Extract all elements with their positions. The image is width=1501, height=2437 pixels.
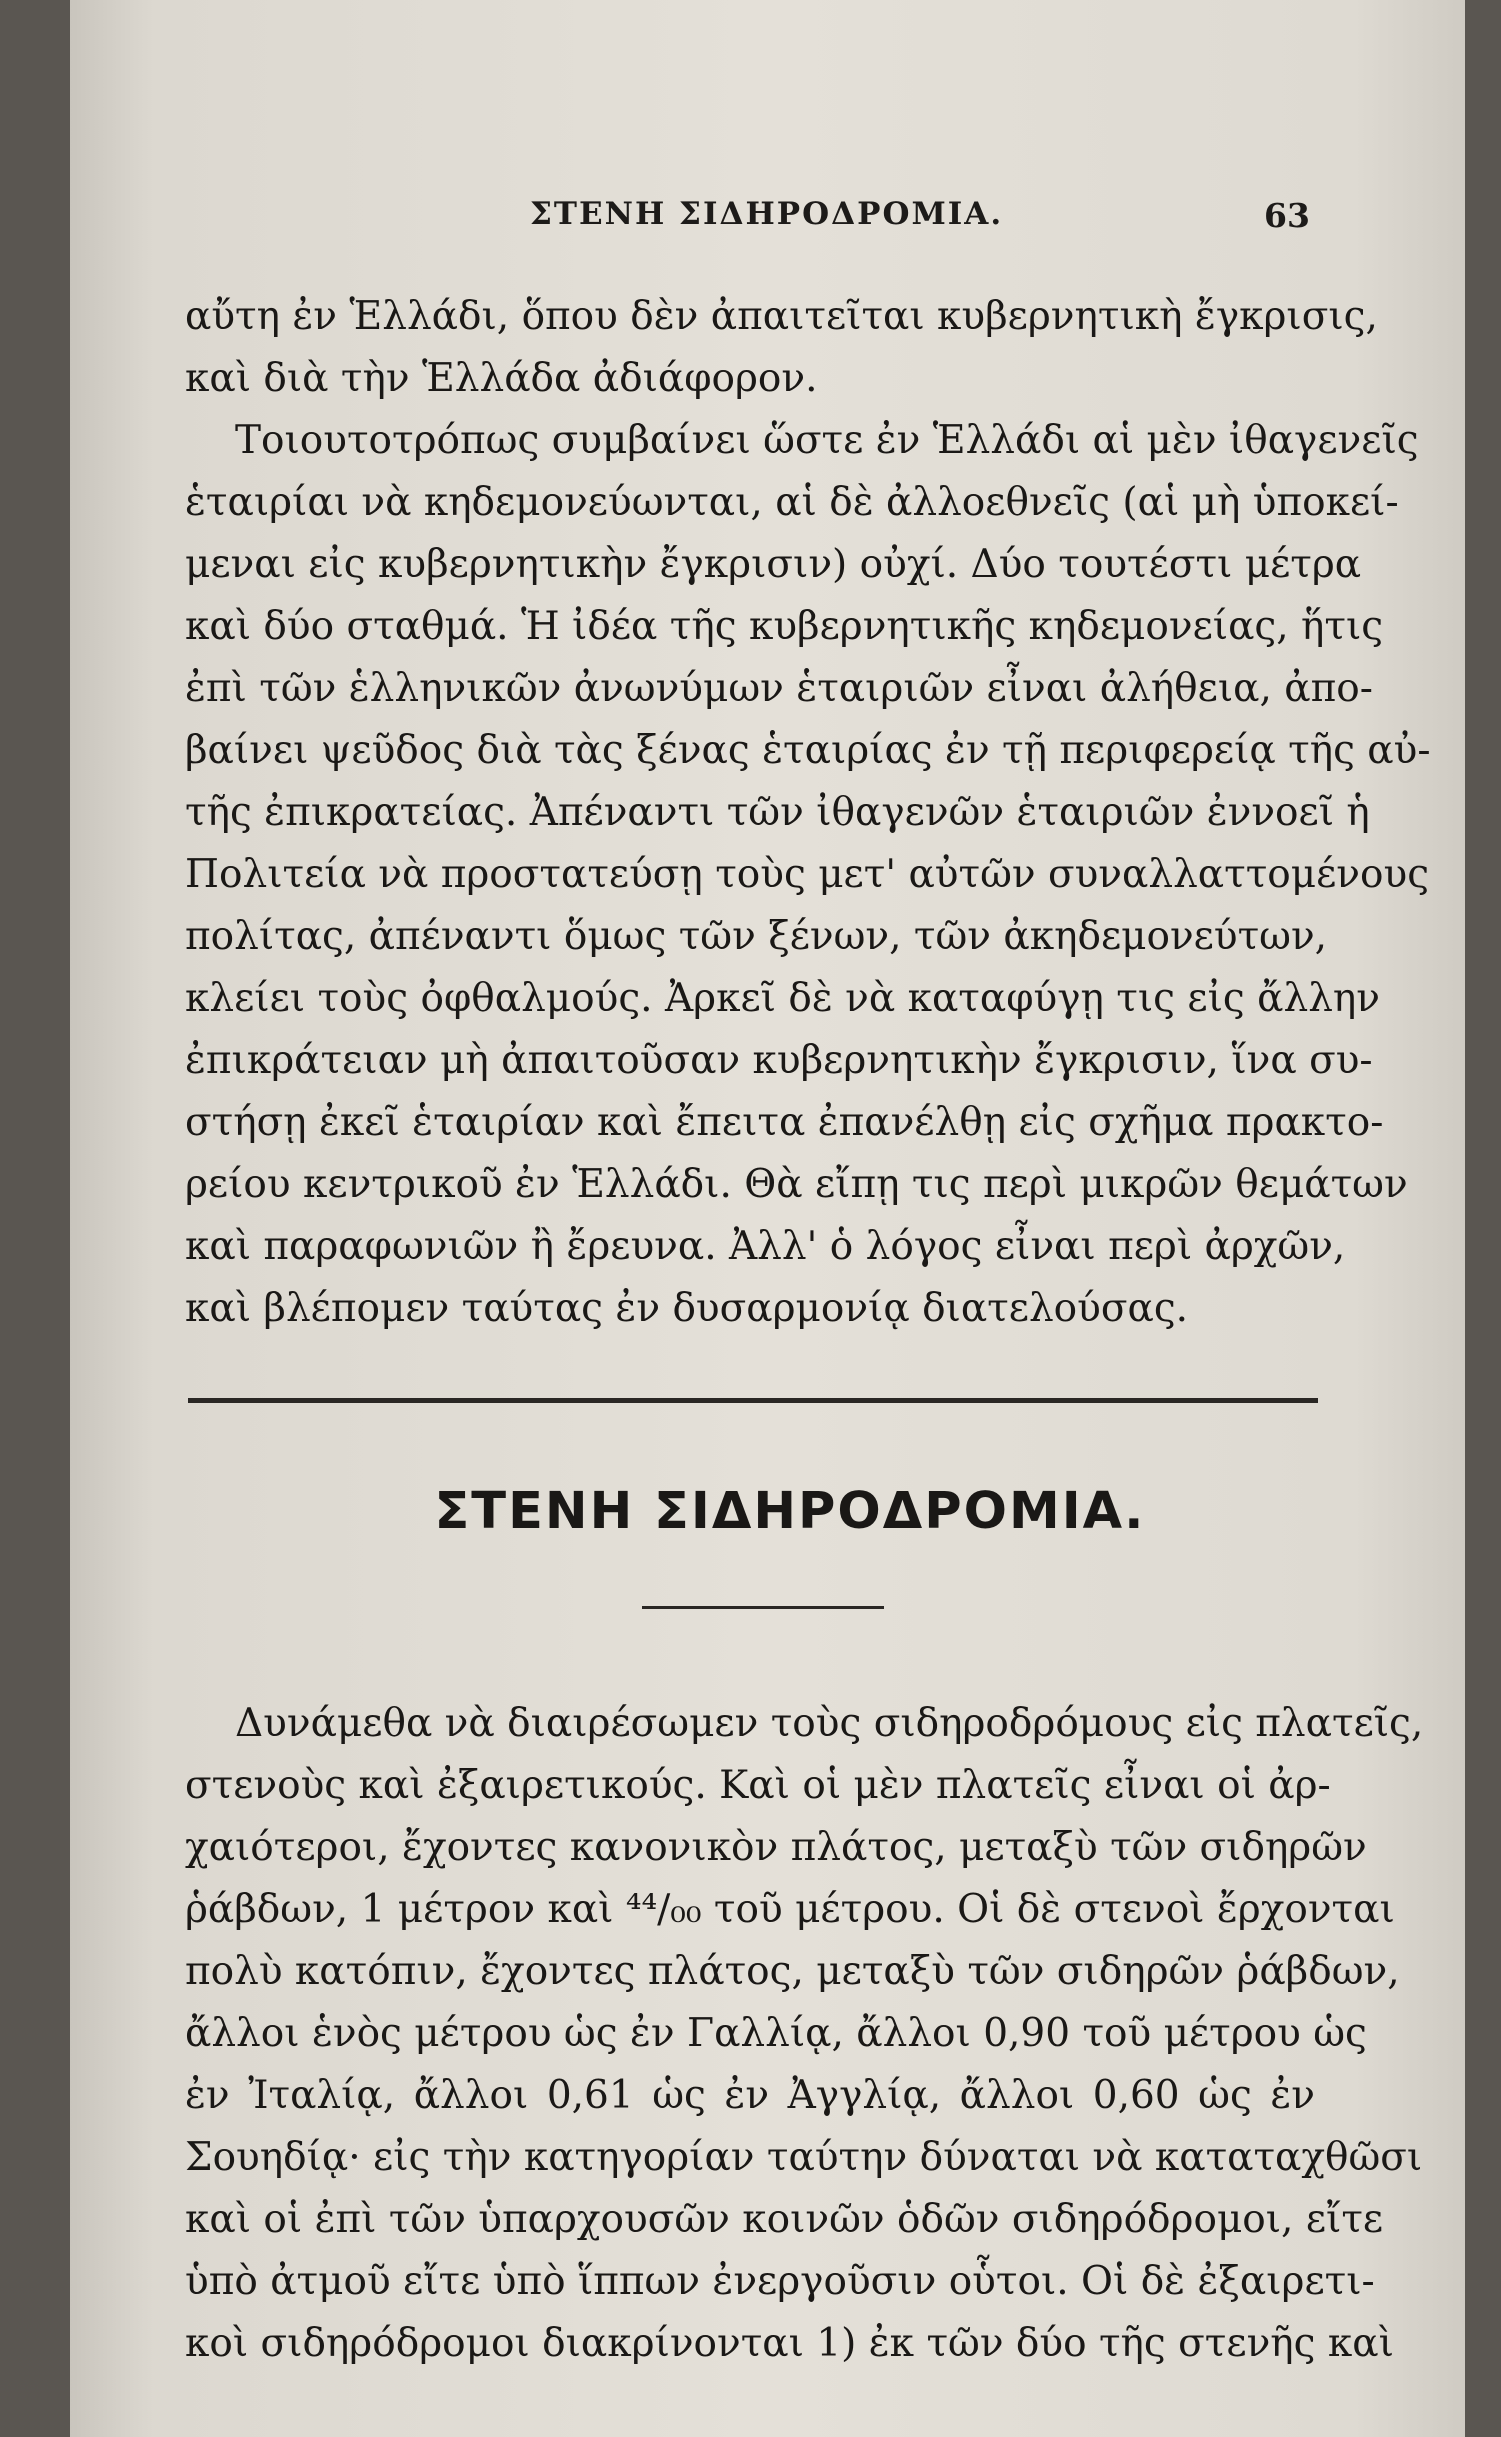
text-line: κοὶ σιδηρόδρομοι διακρίνονται 1) ἐκ τῶν δύο τῆς στενῆς καὶ — [185, 2321, 1394, 2366]
text-line: καὶ οἱ ἐπὶ τῶν ὑπαρχουσῶν κοινῶν ὁδῶν σιδηρόδρομοι, εἴτε — [185, 2197, 1384, 2242]
text-line: Σουηδίᾳ· εἰς τὴν κατηγορίαν ταύτην δύναται νὰ καταταχθῶσι — [185, 2135, 1423, 2180]
running-head: ΣΤΕΝΗ ΣΙΔΗΡΟΔΡΟΜΙΑ. — [530, 196, 1004, 232]
text-line: στενοὺς καὶ ἐξαιρετικούς. Καὶ οἱ μὲν πλατεῖς εἶναι οἱ ἀρ- — [185, 1763, 1331, 1808]
text-line: ρείου κεντρικοῦ ἐν Ἑλλάδι. Θὰ εἴπῃ τις περὶ μικρῶν θεμάτων — [185, 1162, 1408, 1207]
text-line: ἐπὶ τῶν ἑλληνικῶν ἀνωνύμων ἑταιριῶν εἶναι ἀλήθεια, ἀπο- — [185, 666, 1373, 711]
text-line: μεναι εἰς κυβερνητικὴν ἔγκρισιν) οὐχί. Δύο τουτέστι μέτρα — [185, 542, 1362, 587]
paragraph-foreign-companies — [185, 410, 1431, 1340]
text-line: Πολιτεία νὰ προστατεύσῃ τοὺς μετ' αὐτῶν συναλλαττομένους — [185, 852, 1430, 897]
text-line: αὔτη ἐν Ἑλλάδι, ὅπου δὲν ἀπαιτεῖται κυβερνητικὴ ἔγκρισις, — [185, 294, 1378, 339]
text-line: καὶ βλέπομεν ταύτας ἐν δυσαρμονίᾳ διατελούσας. — [185, 1286, 1189, 1331]
text-line: τῆς ἐπικρατείας. Ἀπέναντι τῶν ἰθαγενῶν ἑταιριῶν ἐννοεῖ ἡ — [185, 790, 1370, 835]
text-line: χαιότεροι, ἔχοντες κανονικὸν πλάτος, μεταξὺ τῶν σιδηρῶν — [185, 1825, 1367, 1870]
text-line: βαίνει ψεῦδος διὰ τὰς ξένας ἑταιρίας ἐν τῇ περιφερείᾳ τῆς αὐ- — [185, 728, 1431, 773]
text-line: πολὺ κατόπιν, ἔχοντες πλάτος, μεταξὺ τῶν σιδηρῶν ῥάβδων, — [185, 1949, 1400, 1994]
text-line: καὶ διὰ τὴν Ἑλλάδα ἀδιάφορον. — [185, 356, 818, 401]
book-page — [70, 0, 1465, 2437]
section-divider — [188, 1398, 1318, 1403]
text-line: ἐπικράτειαν μὴ ἀπαιτοῦσαν κυβερνητικὴν ἔγκρισιν, ἵνα συ- — [185, 1038, 1373, 1083]
page-header — [70, 196, 1465, 256]
paragraph-continuation — [185, 286, 1378, 410]
section-title: ΣΤΕΝΗ ΣΙΔΗΡΟΔΡΟΜΙΑ. — [434, 1482, 1146, 1541]
text-line: Δυνάμεθα νὰ διαιρέσωμεν τοὺς σιδηροδρόμους εἰς πλατεῖς, — [235, 1701, 1424, 1746]
text-line: ἑταιρίαι νὰ κηδεμονεύωνται, αἱ δὲ ἀλλοεθνεῖς (αἱ μὴ ὑποκεί- — [185, 480, 1399, 525]
text-line: ῥάβδων, 1 μέτρον καὶ ⁴⁴/₀₀ τοῦ μέτρου. Οἱ δὲ στενοὶ ἔρχονται — [185, 1887, 1395, 1932]
text-line: Τοιουτοτρόπως συμβαίνει ὥστε ἐν Ἑλλάδι αἱ μὲν ἰθαγενεῖς — [235, 418, 1419, 463]
text-line: ἐν Ἰταλίᾳ, ἄλλοι 0,61 ὡς ἐν Ἀγγλίᾳ, ἄλλοι 0,60 ὡς ἐν — [185, 2073, 1315, 2118]
text-line: καὶ παραφωνιῶν ἢ ἔρευνα. Ἀλλ' ὁ λόγος εἶναι περὶ ἀρχῶν, — [185, 1224, 1346, 1269]
page-number: 63 — [1264, 196, 1310, 235]
text-line: καὶ δύο σταθμά. Ἡ ἰδέα τῆς κυβερνητικῆς κηδεμονείας, ἥτις — [185, 604, 1384, 649]
text-line: πολίτας, ἀπέναντι ὅμως τῶν ξένων, τῶν ἀκηδεμονεύτων, — [185, 914, 1328, 959]
text-line: κλείει τοὺς ὀφθαλμούς. Ἀρκεῖ δὲ νὰ καταφύγῃ τις εἰς ἄλλην — [185, 976, 1380, 1021]
text-line: ὑπὸ ἀτμοῦ εἴτε ὑπὸ ἵππων ἐνεργοῦσιν οὗτοι. Οἱ δὲ ἐξαιρετι- — [185, 2259, 1375, 2304]
text-line: στήσῃ ἐκεῖ ἑταιρίαν καὶ ἔπειτα ἐπανέλθῃ εἰς σχῆμα πρακτο- — [185, 1100, 1384, 1145]
text-line: ἄλλοι ἑνὸς μέτρου ὡς ἐν Γαλλίᾳ, ἄλλοι 0,90 τοῦ μέτρου ὡς — [185, 2011, 1367, 2056]
title-underline — [642, 1606, 884, 1609]
paragraph-railway-types — [185, 1693, 1424, 2375]
